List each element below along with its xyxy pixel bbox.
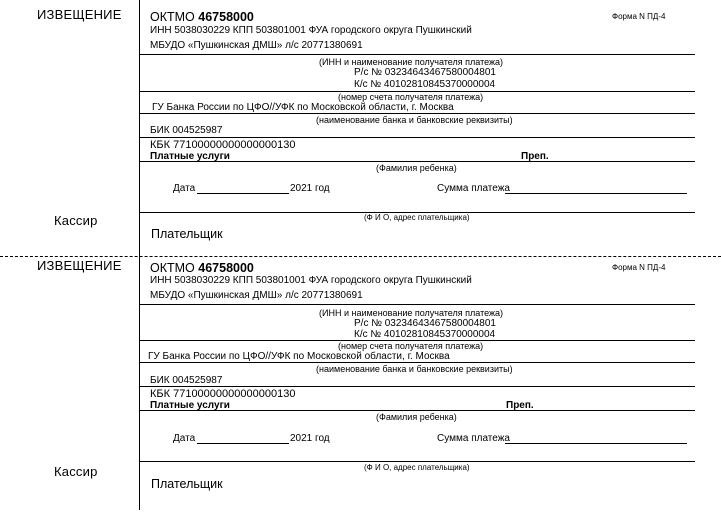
date-label: Дата [173,183,196,194]
form-code: Форма N ПД-4 [612,12,666,21]
bank-line: ГУ Банка России по ЦФО//УФК по Московской области, г. Москва [152,102,454,113]
payer-caption: (Ф И О, адрес плательщика) [364,463,470,472]
rs-line: Р/с № 03234643467580004801 [354,318,496,329]
bank-caption: (наименование банка и банковские реквизиты) [316,364,513,374]
child-caption: (Фамилия ребенка) [376,412,457,422]
teacher-label: Преп. [506,400,534,411]
kbk-line: КБК 77100000000000000130 [150,388,296,400]
inn-line: ИНН 5038030229 КПП 503801001 ФУА городского округа Пушкинский [150,25,472,36]
divider [139,304,695,305]
account-caption: (номер счета получателя платежа) [338,341,484,351]
payer-label: Плательщик [151,227,223,241]
notice-title: ИЗВЕЩЕНИЕ [37,258,122,273]
form-code: Форма N ПД-4 [612,263,666,272]
oktmo-line: ОКТМО 46758000 [150,10,254,24]
oktmo-line: ОКТМО 46758000 [150,261,254,275]
recipient-line: МБУДО «Пушкинская ДМШ» л/с 20771380691 [150,40,363,51]
divider [139,410,695,411]
amount-field[interactable] [505,443,687,444]
divider [139,362,695,363]
column-divider [139,257,140,510]
service-label: Платные услуги [150,400,230,411]
cashier-label: Кассир [54,213,98,228]
date-label: Дата [173,433,196,444]
service-label: Платные услуги [150,151,230,162]
divider [139,113,695,114]
amount-label: Сумма платежа [437,183,510,194]
date-field[interactable] [197,193,289,194]
year-label: 2021 год [290,183,330,194]
notice-title: ИЗВЕЩЕНИЕ [37,7,122,22]
payment-notice-2 [0,257,721,526]
bank-caption: (наименование банка и банковские реквизиты) [316,115,513,125]
inn-caption: (ИНН и наименование получателя платежа) [319,57,504,67]
bik-line: БИК 004525987 [150,375,223,386]
amount-label: Сумма платежа [437,433,510,444]
divider [139,137,695,138]
recipient-line: МБУДО «Пушкинская ДМШ» л/с 20771380691 [150,290,363,301]
ks-line: К/с № 40102810845370000004 [354,329,496,340]
payment-notice-1 [0,0,721,257]
divider [139,461,695,462]
year-label: 2021 год [290,433,330,444]
divider [139,161,695,162]
divider [139,54,695,55]
teacher-label: Преп. [521,151,549,162]
ks-line: К/с № 40102810845370000004 [354,79,496,90]
inn-line: ИНН 5038030229 КПП 503801001 ФУА городского округа Пушкинский [150,275,472,286]
amount-field[interactable] [505,193,687,194]
bank-line: ГУ Банка России по ЦФО//УФК по Московской области, г. Москва [148,351,450,362]
payer-label: Плательщик [151,477,223,491]
cashier-label: Кассир [54,464,98,479]
bik-line: БИК 004525987 [150,125,223,136]
column-divider [139,0,140,257]
payer-caption: (Ф И О, адрес плательщика) [364,213,470,222]
kbk-line: КБК 77100000000000000130 [150,139,296,151]
account-caption: (номер счета получателя платежа) [338,92,484,102]
date-field[interactable] [197,443,289,444]
child-caption: (Фамилия ребенка) [376,163,457,173]
inn-caption: (ИНН и наименование получателя платежа) [319,308,504,318]
rs-line: Р/с № 03234643467580004801 [354,67,496,78]
divider [139,386,695,387]
